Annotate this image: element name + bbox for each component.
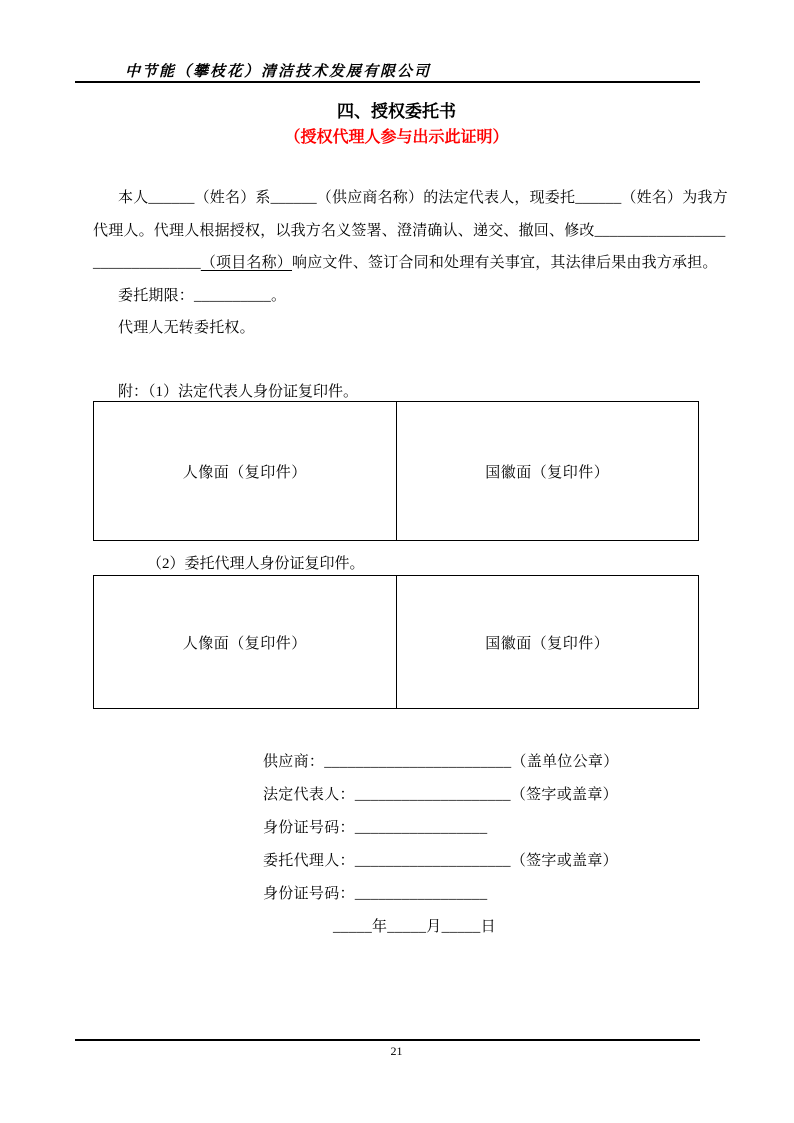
- id-number-1-row: [263, 816, 487, 837]
- header-company-name: 中节能（攀枝花）清洁技术发展有限公司: [125, 64, 432, 80]
- legal-rep-id-table: [93, 401, 699, 541]
- date-line: _____年_____月_____日: [333, 919, 496, 935]
- page-subtitle: （授权代理人参与出示此证明）: [284, 129, 509, 146]
- id-card-portrait-cell: 人像面（复印件）: [94, 576, 397, 708]
- agent-blank: ____________________: [354, 853, 511, 869]
- legal-rep-label: 法定代表人：: [263, 787, 355, 803]
- id-card-emblem-cell: 国徽面（复印件）: [485, 464, 610, 481]
- body-line-2: 代理人。代理人根据授权，以我方名义签署、澄清确认、递交、撤回、修改_________________: [93, 223, 726, 239]
- body-line-3: [93, 251, 718, 272]
- no-sub-delegation-line: 代理人无转委托权。: [118, 320, 255, 336]
- id-number-1-blank: _________________: [354, 820, 488, 836]
- page-title: 四、授权委托书: [337, 102, 456, 121]
- supplier-signature-row: [263, 750, 619, 771]
- id-card-emblem-cell: 国徽面（复印件）: [485, 635, 610, 652]
- footer-rule: [75, 1039, 700, 1041]
- page-number: 21: [390, 1044, 403, 1058]
- entrust-period-line: 委托期限：__________。: [118, 288, 287, 304]
- id-number-1-label: 身份证号码：: [263, 820, 355, 836]
- attachment-item-2: （2）委托代理人身份证复印件。: [147, 556, 365, 572]
- id-number-2-row: [263, 882, 487, 903]
- id-number-2-label: 身份证号码：: [263, 886, 355, 902]
- legal-rep-signature-row: [263, 783, 618, 804]
- header-rule: [75, 81, 700, 83]
- agent-sign-note: （签字或盖章）: [510, 853, 618, 869]
- legal-rep-sign-note: （签字或盖章）: [510, 787, 618, 803]
- body-line-3-rest: 响应文件、签订合同和处理有关事宜，其法律后果由我方承担。: [292, 255, 718, 271]
- supplier-blank: ________________________: [324, 754, 512, 770]
- supplier-label: 供应商：: [263, 754, 325, 770]
- agent-id-table: [93, 575, 699, 709]
- id-card-portrait-cell: 人像面（复印件）: [94, 402, 397, 540]
- project-name-label: （项目名称）: [200, 255, 293, 271]
- supplier-seal-note: （盖单位公章）: [511, 754, 619, 770]
- attachment-item-1: 附：（1）法定代表人身份证复印件。: [118, 384, 359, 400]
- agent-signature-row: [263, 849, 618, 870]
- id-number-2-blank: _________________: [354, 886, 488, 902]
- project-name-blank: ______________: [93, 255, 201, 271]
- agent-label: 委托代理人：: [263, 853, 355, 869]
- legal-rep-blank: ____________________: [354, 787, 511, 803]
- body-line-1: 本人______（姓名）系______（供应商名称）的法定代表人，现委托______（姓名）为我方: [118, 190, 728, 206]
